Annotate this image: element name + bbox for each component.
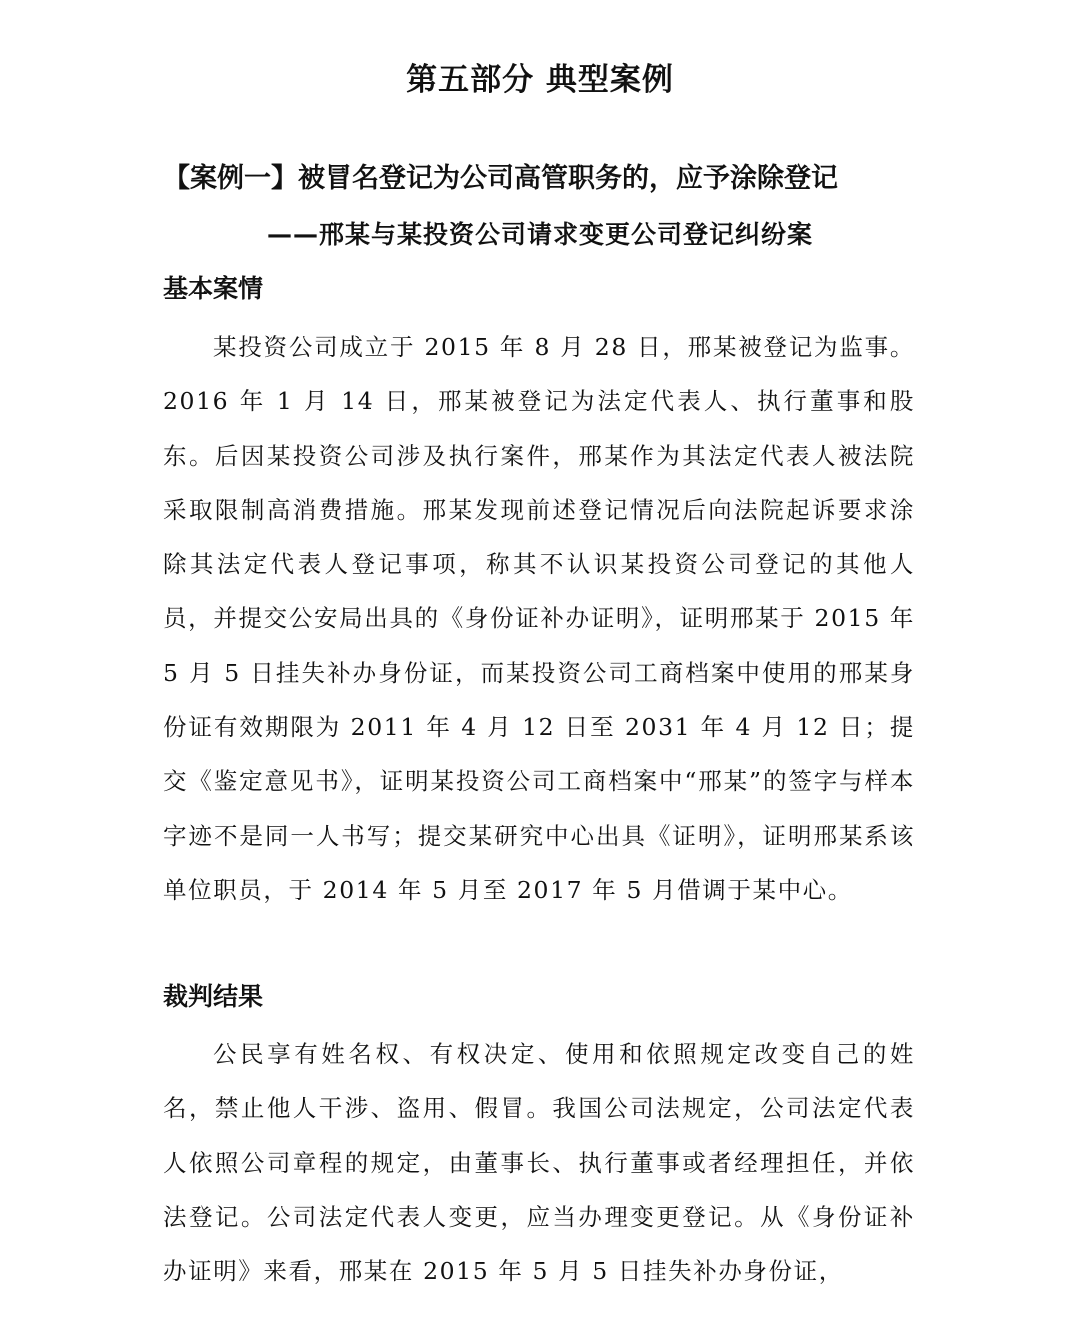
section-heading-judgment-result: 裁判结果 <box>163 982 264 1011</box>
case-subtitle: ——邢某与某投资公司请求变更公司登记纠纷案 <box>266 220 813 249</box>
case-title: 【案例一】被冒名登记为公司高管职务的，应予涂除登记 <box>163 163 838 194</box>
section-heading-basic-facts: 基本案情 <box>163 274 264 303</box>
part-title: 第五部分 典型案例 <box>406 62 674 98</box>
basic-facts-paragraph: 某投资公司成立于 2015 年 8 月 28 日，邢某被登记为监事。2016 年 1 月 14 日，邢某被登记为法定代表人、执行董事和股东。后因某投资公司涉及执行案件，邢某作为其法定代表人被法院采取限制高消费措施。邢某发现前述登记情况后向法院起诉要求涂除其法定代表人登记事项，称其不认识某投资公司登记的其他人员，并提交公安局出具的《身份证补办证明》，证明邢某于 2015 年 5 月 5 日挂失补办身份证，而某投资公司工商档案中使用的邢某身份证有效期限为 2011 年 4 月 12 日至 2031 年 4 月 12 日；提交《鉴定意见书》，证明某投资公司工商档案中“邢某”的签字与样本字迹不是同一人书写；提交某研究中心出具《证明》，证明邢某系该单位职员，于 2014 年 5 月至 2017 年 5 月借调于某中心。 <box>163 333 915 904</box>
judgment-result-paragraph: 公民享有姓名权、有权决定、使用和依照规定改变自己的姓名，禁止他人干涉、盗用、假冒。我国公司法规定，公司法定代表人依照公司章程的规定，由董事长、执行董事或者经理担任，并依法登记。公司法定代表人变更，应当办理变更登记。从《身份证补办证明》来看，邢某在 2015 年 5 月 5 日挂失补办身份证， <box>163 1040 915 1286</box>
